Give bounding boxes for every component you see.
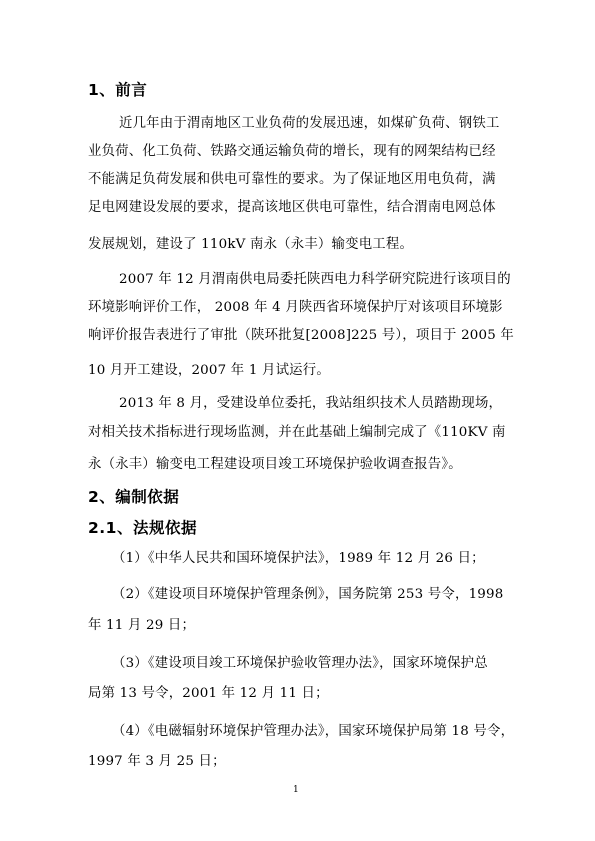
paragraph-line: 业负荷、化工负荷、铁路交通运输负荷的增长，现有的网架结构已经 bbox=[88, 144, 496, 159]
paragraph-line: 永（永丰）输变电工程建设项目竣工环境保护验收调查报告》。 bbox=[88, 457, 462, 472]
list-item-line: 年 11 月 29 日； bbox=[88, 618, 196, 633]
list-item-line: 1997 年 3 月 25 日； bbox=[88, 754, 226, 769]
paragraph-line: 近几年由于渭南地区工业负荷的发展迅速，如煤矿负荷、钢铁工 bbox=[119, 116, 500, 131]
subsection-heading-regulations: 2.1、法规依据 bbox=[88, 519, 197, 537]
list-item-line: （1）《中华人民共和国环境保护法》，1989 年 12 月 26 日； bbox=[112, 551, 485, 566]
section-heading-preface: 1、前言 bbox=[88, 81, 148, 99]
paragraph-line: 对相关技术指标进行现场监测，并在此基础上编制完成了《110KV 南 bbox=[88, 425, 506, 440]
paragraph-line: 发展规划，建设了 110kV 南永（永丰）输变电工程。 bbox=[88, 237, 414, 252]
section-heading-basis: 2、编制依据 bbox=[88, 488, 180, 506]
paragraph-line: 足电网建设发展的要求，提高该地区供电可靠性，结合渭南电网总体 bbox=[88, 200, 496, 215]
paragraph-line: 环境影响评价工作， 2008 年 4 月陕西省环境保护厅对该项目环境影 bbox=[88, 300, 503, 315]
page-number: 1 bbox=[293, 785, 299, 795]
paragraph-line: 响评价报告表进行了审批（陕环批复[2008]225 号），项目于 2005 年 bbox=[88, 328, 515, 343]
list-item-line: （3）《建设项目竣工环境保护验收管理办法》，国家环境保护总 bbox=[112, 656, 488, 671]
paragraph-line: 10 月开工建设，2007 年 1 月试运行。 bbox=[88, 363, 330, 378]
list-item-line: （2）《建设项目环境保护管理条例》，国务院第 253 号令，1998 bbox=[112, 587, 504, 602]
paragraph-line: 2007 年 12 月渭南供电局委托陕西电力科学研究院进行该项目的 bbox=[119, 272, 511, 287]
list-item-line: （4）《电磁辐射环境保护管理办法》，国家环境保护局第 18 号令， bbox=[112, 724, 515, 739]
paragraph-line: 2013 年 8 月，受建设单位委托，我站组织技术人员踏勘现场， bbox=[119, 396, 503, 411]
paragraph-line: 不能满足负荷发展和供电可靠性的要求。为了保证地区用电负荷，满 bbox=[88, 172, 496, 187]
list-item-line: 局第 13 号令，2001 年 12 月 11 日； bbox=[88, 686, 329, 701]
